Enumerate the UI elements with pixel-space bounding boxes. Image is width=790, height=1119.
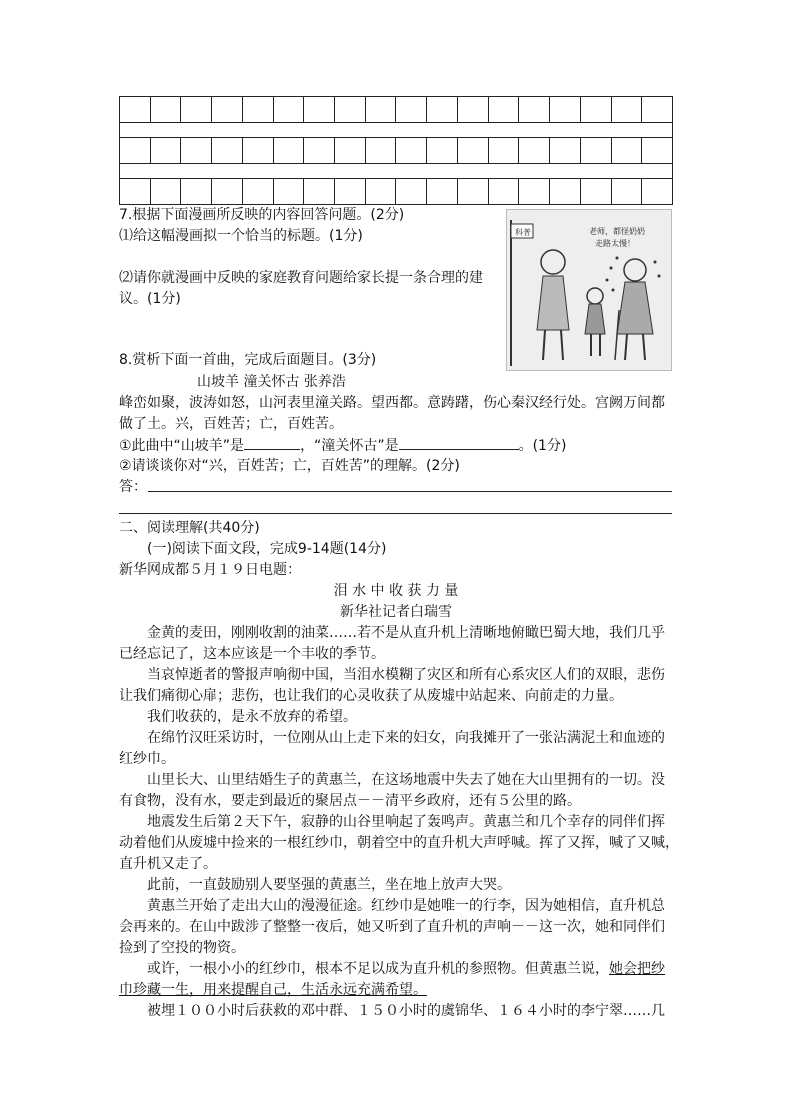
q8-question2: ②请谈谈你对“兴，百姓苦；亡，百姓苦”的理解。(2分)	[119, 458, 460, 474]
answer-blank-2[interactable]	[399, 435, 519, 450]
cartoon-speech-line1: 老师，都怪奶奶	[589, 227, 645, 236]
paragraph-line: 已经忘记了，这本应该是一个丰收的季节。	[119, 646, 385, 662]
underlined-sentence: 她会把纱	[609, 961, 665, 977]
paragraph-line: 金黄的麦田，刚刚收割的油菜……若不是从直升机上清晰地俯瞰巴蜀大地，我们几乎	[147, 625, 665, 641]
cartoon-speech-line2: 走路太慢！	[595, 239, 635, 248]
q7-title: 7.根据下面漫画所反映的内容回答问题。(2分)	[119, 207, 405, 223]
paragraph-line: 此前，一直鼓励别人要坚强的黄惠兰，坐在地上放声大哭。	[147, 877, 511, 893]
paragraph-line: 会再来的。在山中跋涉了整整一夜后，她又听到了直升机的声响－－这一次，她和同伴们	[119, 919, 665, 935]
q8-question1	[119, 435, 566, 456]
article-title: 泪 水 中 收 获 力 量	[333, 583, 459, 599]
poem-line1: 峰峦如聚，波涛如怒，山河表里潼关路。望西都。意踌躇，伤心秦汉经行处。宫阙万间都	[119, 395, 665, 411]
dateline: 新华网成都５月１９日电题：	[119, 562, 301, 578]
paragraph-line: 直升机又走了。	[119, 856, 217, 872]
writing-grid	[119, 96, 673, 205]
q8-title: 8.赏析下面一首曲，完成后面题目。(3分)	[119, 352, 377, 368]
grid-row	[119, 178, 673, 205]
q8-question1-c: 。(1分)	[518, 438, 567, 454]
paragraph-line: 被埋１００小时后获救的邓中群、１５０小时的虞锦华、１６４小时的李宁翠……几	[147, 1003, 665, 1019]
section-heading: 二、阅读理解(共40分)	[119, 520, 260, 536]
answer-label: 答：	[119, 479, 147, 495]
answer-line[interactable]	[148, 491, 672, 492]
paragraph-line: 有食物，没有水，要走到最近的聚居点－－清平乡政府，还有５公里的路。	[119, 793, 581, 809]
paragraph-text: 或许，一根小小的红纱巾，根本不足以成为直升机的参照物。但黄惠兰说，	[147, 961, 609, 977]
q8-question1-a: ①此曲中“山坡羊”是	[119, 438, 245, 454]
answer-line[interactable]	[119, 513, 672, 514]
grid-row	[119, 137, 673, 164]
paragraph-line: 红纱巾。	[119, 751, 175, 767]
paragraph-line: 山里长大、山里结婚生子的黄惠兰，在这场地震中失去了她在大山里拥有的一切。没	[147, 772, 665, 788]
paragraph-line: 当哀悼逝者的警报声响彻中国，当泪水模糊了灾区和所有心系灾区人们的双眼，悲伤	[147, 667, 665, 683]
paragraph-line: 黄惠兰开始了走出大山的漫漫征途。红纱巾是她唯一的行李，因为她相信，直升机总	[147, 898, 665, 914]
q8-question1-b: ，“潼关怀古”是	[300, 438, 399, 454]
paragraph-line: 捡到了空投的物资。	[119, 940, 245, 956]
cartoon-drawing	[507, 210, 671, 370]
paragraph-line: 我们收获的，是永不放弃的希望。	[147, 709, 357, 725]
q7-sub1: ⑴给这幅漫画拟一个恰当的标题。(1分)	[119, 228, 363, 244]
paragraph-line: 动着他们从废墟中捡来的一根红纱巾，朝着空中的直升机大声呼喊。挥了又挥，喊了又喊，	[119, 835, 679, 851]
paragraph-line: 地震发生后第２天下午，寂静的山谷里响起了轰鸣声。黄惠兰和几个幸存的同伴们挥	[147, 814, 665, 830]
paragraph-line: 在绵竹汉旺采访时，一位刚从山上走下来的妇女，向我摊开了一张沾满泥土和血迹的	[147, 730, 665, 746]
paragraph-line	[147, 959, 665, 979]
article-author: 新华社记者白瑞雪	[340, 604, 452, 620]
poem-title: 山坡羊 潼关怀古 张养浩	[197, 374, 346, 390]
cartoon-sign-text: 科普	[515, 228, 531, 237]
q7-sub2-line2: 议。(1分)	[119, 291, 181, 307]
grid-row	[119, 96, 673, 123]
part-heading: (一)阅读下面文段，完成9-14题(14分)	[147, 541, 387, 557]
answer-blank-1[interactable]	[244, 435, 300, 450]
q7-sub2-line1: ⑵请你就漫画中反映的家庭教育问题给家长提一条合理的建	[119, 270, 483, 286]
poem-line2: 做了土。兴，百姓苦；亡，百姓苦。	[119, 416, 343, 432]
underlined-sentence: 巾珍藏一生，用来提醒自己，生活永远充满希望。	[119, 982, 427, 998]
paragraph-line: 让我们痛彻心扉；悲伤，也让我们的心灵收获了从废墟中站起来、向前走的力量。	[119, 688, 623, 704]
cartoon-image	[506, 209, 672, 371]
